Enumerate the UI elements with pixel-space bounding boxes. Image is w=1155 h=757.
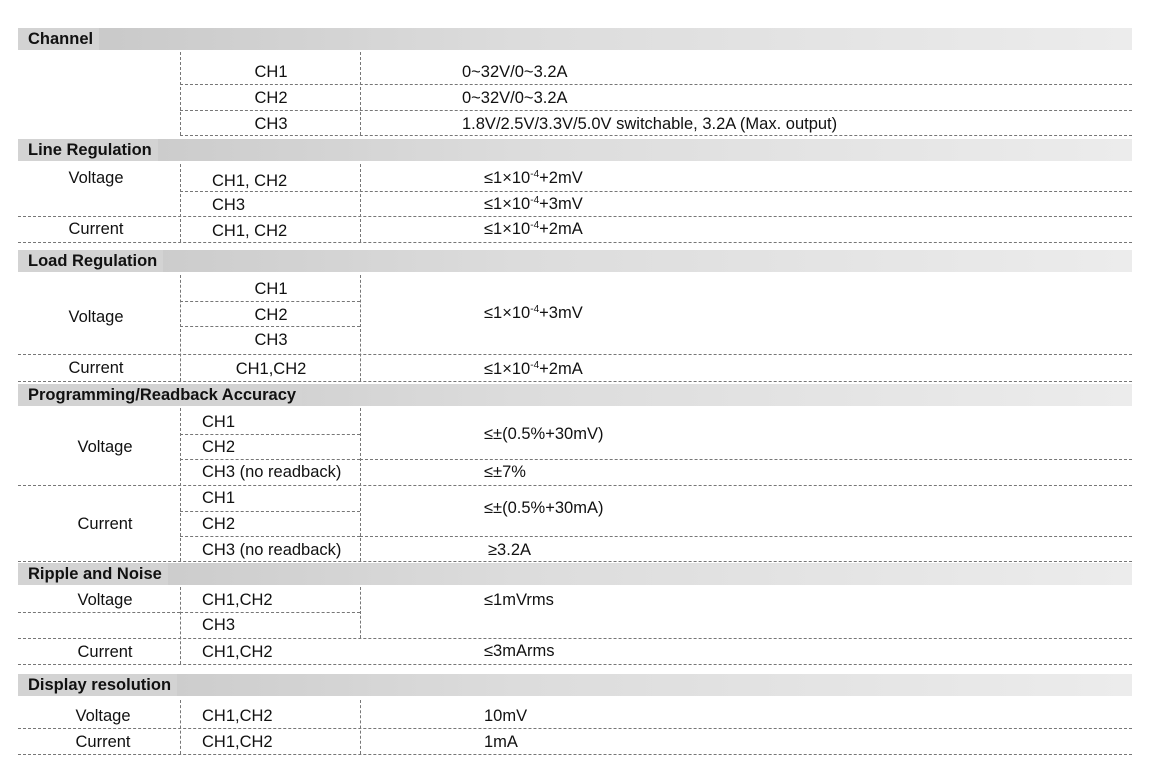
parameter-label: Voltage	[75, 707, 131, 725]
row-divider	[180, 612, 360, 613]
channel-label: CH3	[202, 616, 236, 634]
column-divider	[180, 275, 181, 381]
channel-label: CH2	[254, 306, 288, 324]
channel-label: CH1	[202, 489, 236, 507]
spec-value: ≤1mVrms	[484, 591, 554, 609]
channel-label: CH1,CH2	[202, 591, 273, 609]
spec-value: $\le 1\times 10^{-4}+3mV$	[484, 195, 583, 213]
channel-label: CH2	[202, 438, 236, 456]
spec-value: $\le 1\times 10^{-4}+2mV$	[484, 169, 583, 187]
channel-label: CH3 (no readback)	[202, 463, 342, 481]
spec-value: 0~32V/0~3.2A	[462, 63, 568, 81]
channel-label: CH1, CH2	[212, 172, 288, 190]
channel-label: CH3	[254, 115, 288, 133]
row-divider	[18, 754, 1132, 755]
row-divider	[18, 561, 1132, 562]
column-divider	[180, 408, 181, 561]
column-divider	[180, 700, 181, 754]
row-divider	[360, 536, 1132, 537]
column-divider	[360, 408, 361, 561]
section-title: Programming/Readback Accuracy	[18, 384, 302, 406]
channel-label: CH2	[254, 89, 288, 107]
channel-label: CH1	[254, 280, 288, 298]
section-header-display-resolution	[18, 674, 1132, 696]
row-divider	[180, 135, 1132, 136]
section-title: Load Regulation	[18, 250, 163, 272]
channel-label: CH3	[212, 196, 246, 214]
column-divider	[180, 52, 181, 135]
channel-label: CH1,CH2	[202, 643, 273, 661]
channel-label: CH1	[202, 413, 236, 431]
spec-value: ≤±(0.5%+30mV)	[484, 425, 604, 443]
spec-value: $\le 1\times 10^{-4}+3mV$	[484, 304, 583, 322]
row-divider	[180, 459, 360, 460]
column-divider	[360, 275, 361, 381]
spec-value: 10mV	[484, 707, 528, 725]
section-header-channel	[18, 28, 1132, 50]
section-header-line-regulation	[18, 139, 1132, 161]
row-divider	[360, 459, 1132, 460]
row-divider	[180, 301, 360, 302]
column-divider	[360, 587, 361, 638]
row-divider	[18, 485, 1132, 486]
spec-value: ≤3mArms	[484, 642, 555, 660]
section-header-programming-readback	[18, 384, 1132, 406]
channel-label: CH3 (no readback)	[202, 541, 342, 559]
parameter-label: Voltage	[77, 438, 133, 456]
column-divider	[360, 164, 361, 242]
row-divider	[180, 511, 360, 512]
row-divider	[18, 612, 180, 613]
section-header-load-regulation	[18, 250, 1132, 272]
parameter-label: Voltage	[77, 591, 133, 609]
row-divider	[180, 536, 360, 537]
spec-value: 1.8V/2.5V/3.3V/5.0V switchable, 3.2A (Max. output)	[462, 115, 838, 133]
parameter-label: Current	[75, 733, 131, 751]
channel-label: CH2	[202, 515, 236, 533]
spec-value: 0~32V/0~3.2A	[462, 89, 568, 107]
row-divider	[18, 242, 1132, 243]
channel-label: CH3	[254, 331, 288, 349]
parameter-label: Current	[68, 220, 124, 238]
channel-label: CH1,CH2	[235, 360, 307, 378]
parameter-label: Current	[77, 643, 133, 661]
spec-value: ≥3.2A	[488, 541, 531, 559]
row-divider	[18, 216, 1132, 217]
column-divider	[180, 164, 181, 242]
channel-label: CH1,CH2	[202, 707, 273, 725]
spec-value: 1mA	[484, 733, 518, 751]
column-divider	[360, 700, 361, 754]
row-divider	[18, 638, 1132, 639]
section-title: Line Regulation	[18, 139, 158, 161]
channel-label: CH1, CH2	[212, 222, 288, 240]
section-title: Ripple and Noise	[18, 563, 168, 585]
row-divider	[18, 728, 1132, 729]
section-header-ripple-noise	[18, 563, 1132, 585]
row-divider	[180, 326, 360, 327]
spec-value: $\le 1\times 10^{-4}+2mA$	[484, 360, 583, 378]
section-title: Display resolution	[18, 674, 177, 696]
channel-label: CH1	[254, 63, 288, 81]
parameter-label: Current	[68, 359, 124, 377]
parameter-label: Voltage	[68, 169, 124, 187]
row-divider	[180, 84, 1132, 85]
parameter-label: Current	[77, 515, 133, 533]
spec-value: ≤±7%	[484, 463, 526, 481]
row-divider	[180, 434, 360, 435]
row-divider	[18, 354, 1132, 355]
parameter-label: Voltage	[68, 308, 124, 326]
column-divider	[180, 587, 181, 664]
row-divider	[180, 191, 1132, 192]
column-divider	[360, 52, 361, 135]
spec-value: $\le 1\times 10^{-4}+2mA$	[484, 220, 583, 238]
row-divider	[180, 110, 1132, 111]
row-divider	[18, 381, 1132, 382]
channel-label: CH1,CH2	[202, 733, 273, 751]
section-title: Channel	[18, 28, 99, 50]
spec-value: ≤±(0.5%+30mA)	[484, 499, 604, 517]
row-divider	[18, 664, 1132, 665]
